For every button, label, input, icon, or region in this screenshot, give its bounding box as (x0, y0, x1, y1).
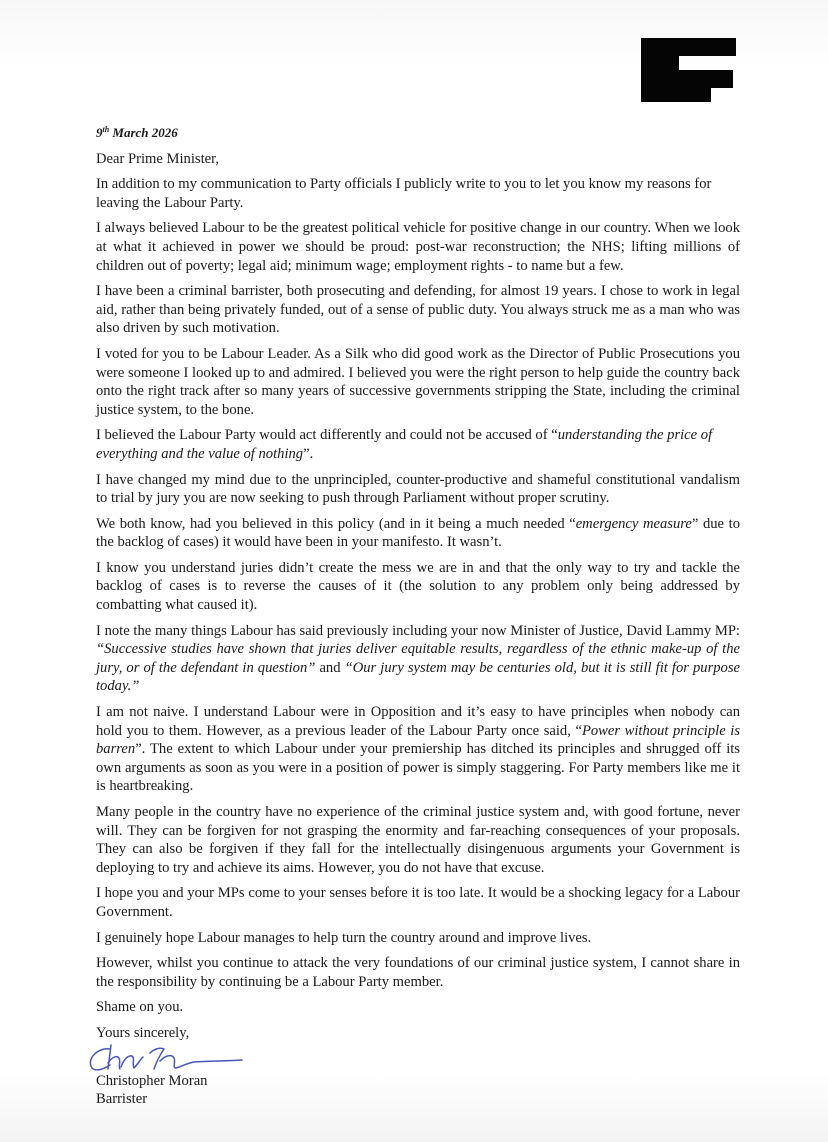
paragraph-5: I believed the Labour Party would act differently and could not be accused of “understanding the price of everything and the value of nothing”. (96, 427, 713, 462)
redaction-block (641, 38, 736, 56)
redaction-block (641, 56, 679, 70)
redaction-block (641, 70, 733, 88)
handwritten-signature (80, 1041, 250, 1073)
signatory-name: Christopher Moran (96, 1072, 208, 1089)
letter-date: 9th March 2026 (96, 125, 178, 140)
redaction-block (641, 88, 711, 102)
paragraph-6: I have changed my mind due to the unprincipled, counter-productive and shameful constitutional vandalism to trial by jury you are now seeking to push through Parliament without proper scrutiny. (96, 471, 740, 507)
salutation: Dear Prime Minister, (96, 150, 220, 167)
paragraph-14: However, whilst you continue to attack the very foundations of our criminal justice system, I cannot share in the responsibility by continuing be a Labour Party member. (96, 955, 740, 990)
paragraph-2: I always believed Labour to be the greatest political vehicle for positive change in our country. When we look at what it achieved in power we should be proud: post-war reconstruction; the NHS; lifting millions of children out of poverty; legal aid; minimum wage; employment rights - to name but a few. (96, 220, 740, 274)
paragraph-4: I voted for you to be Labour Leader. As a Silk who did good work as the Director of Public Prosecutions you were someone I looked up to and admired. I believed you were the right person to help guide the country back onto the right track after so many years of successive governments stripping the State, including the criminal justice system, to the bone. (96, 345, 740, 418)
signatory-title: Barrister (96, 1091, 148, 1108)
letter-body (96, 121, 740, 1109)
paragraph-15: Shame on you. (96, 999, 184, 1016)
paragraph-13: I genuinely hope Labour manages to help turn the country around and improve lives. (96, 929, 592, 946)
paragraph-8: I know you understand juries didn’t create the mess we are in and that the only way to try and tackle the backlog of cases is to reverse the causes of it (the solution to any problem only being addressed by combatting what caused it). (96, 559, 740, 614)
paragraph-7: We both know, had you believed in this policy (and in it being a much needed “emergency measure” due to the backlog of cases) it would have been in your manifesto. It wasn’t. (96, 515, 740, 551)
paragraph-10: I am not naive. I understand Labour were in Opposition and it’s easy to have principles when nobody can hold you to them. However, as a previous leader of the Labour Party once said, “Power without principle is barren”. The extent to which Labour under your premiership has ditched its principles and shrugged off its own arguments as soon as you were in a position of power is simply staggering. For Party members like me it is heartbreaking. (96, 704, 740, 795)
signature-block (96, 1024, 740, 1109)
paragraph-9: I note the many things Labour has said previously including your now Minister of Justice, David Lammy MP: “Successive studies have shown that juries deliver equitable results, regardless of the ethnic make-up of the jury, or of the defendant in question” and “Our jury system may be centuries old, but it is still fit for purpose today.” (96, 622, 741, 695)
paragraph-3: I have been a criminal barrister, both prosecuting and defending, for almost 19 years. I chose to work in legal aid, rather than being privately funded, out of a sense of public duty. You always struck me as a man who was also driven by such motivation. (96, 283, 740, 337)
paragraph-11: Many people in the country have no experience of the criminal justice system and, with good fortune, never will. They can be forgiven for not grasping the enormity and far-reaching consequences of your proposals. They can also be forgiven if they fall for the intellectually disingenuous arguments your Government is deploying to try and achieve its aims. However, you do not have that excuse. (96, 804, 740, 876)
closing: Yours sincerely, (96, 1024, 190, 1041)
paragraph-12: I hope you and your MPs come to your senses before it is too late. It would be a shocking legacy for a Labour Government. (96, 885, 740, 920)
paragraph-1: In addition to my communication to Party officials I publicly write to you to let you know my reasons for leaving the Labour Party. (96, 176, 712, 211)
